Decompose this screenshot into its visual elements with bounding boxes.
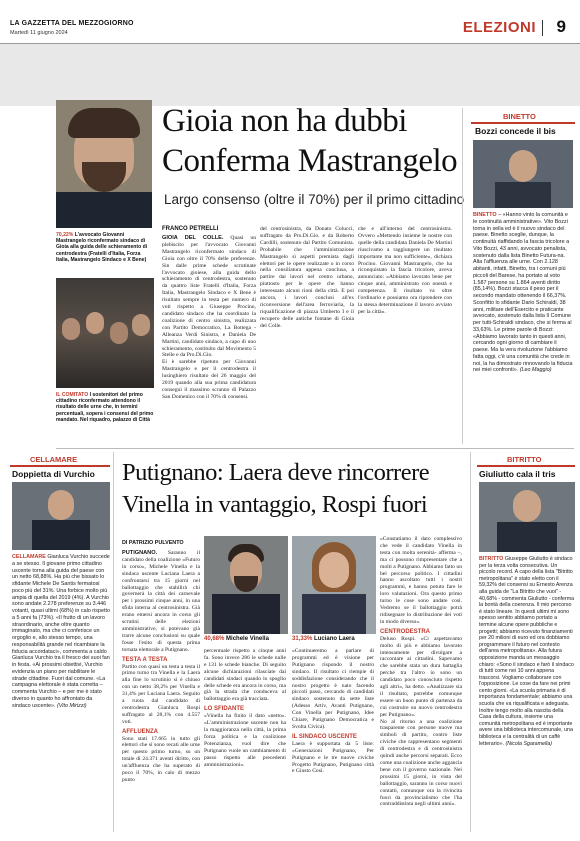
- putignano-dateline: PUTIGNANO.: [122, 550, 158, 556]
- putignano-byline: DI PATRIZIO PULVENTO: [122, 540, 184, 546]
- vinella-photo: [204, 536, 288, 634]
- bitritto-title: Giuliutto cala il tris: [479, 469, 556, 479]
- gioia-main-photo: [56, 100, 152, 228]
- gioia-headline-2: Conferma Mastrangelo: [162, 143, 458, 179]
- cellamare-rule: [10, 465, 110, 467]
- putignano-sub-sindaco: IL SINDACO USCENTE: [292, 733, 357, 740]
- putignano-column-5: No al ritorno a una coalizione trasparente con persone nuove ma simboli di partito, contro liste civiche che rappresentano segmenti di centrodestra e di centrosinistra quindi anche percorsi separati. Ecco come una coalizione anche aggancia bene con il governo nazionale. Nei prossimi 15 giorni, in vista del ballottaggio, saranno in corso nuovi contatti, comunque ora la rivincita fuori da provincialismo che l'ha contraddistinta negli ultimi anni».: [380, 718, 462, 808]
- putignano-column-4: «Constatiamo il dato complessivo che vede il candidato Vinella in testa con molta serenità- afferma –, ma ci possono rimpresentare che a molti a Putignano. Abbiamo fatto un bel percorso politico. I cittadini hanno ascoltato tutti i nostri programmi, e hanno potuto fare le loro valutazioni. Ora questo primo turno le cose sono andate così. Vedremo se il ballottaggio potrà ridisegnare lo distribuzione dei voti in modo diverso». CENTRODESTRA Deluso Rospi. «Ci aspettavamo molto di più e abbiamo lavorato intensamente per divulgare a raccontare ai cittadini. Sapevamo che sarebbe stata un dura battaglia perché tra l'altro io sono un candidato poco conosciuto rispetto agli altri», ha detto. «Analizzare sia il risultato, potrebbe comunque essere un buon punto di partenza da cui costruire un nuovo centrodestra per Putignano». No al ritorno a una coalizione trasparente con persone nuove ma simboli di partito, contro liste civiche che rappresentano segmenti di centrodestra e di centrosinistra quindi anche percorsi separati. Ecco come una coalizione anche aggancia bene con il governo nazionale. Nei prossimi 15 giorni, in vista del ballottaggio, saranno in corso nuovi contatti, comunque ora la rivincita fuori da provincialismo che l'ha contraddistinta negli ultimi anni».: [380, 536, 462, 808]
- binetto-dateline: BINETTO: [473, 212, 497, 218]
- cellamare-photo: [12, 482, 110, 550]
- putignano-sub-affluenza: AFFLUENZA: [122, 728, 158, 735]
- vinella-percent: 40,68%: [204, 636, 225, 642]
- section-divider: [542, 20, 543, 36]
- gioia-photo2-caption: [56, 392, 154, 423]
- newspaper-name: LA GAZZETTA DEL MEZZOGIORNO: [10, 20, 134, 27]
- bitritto-photo: [479, 482, 575, 552]
- gioia-byline: FRANCO PETRELLI: [162, 226, 219, 232]
- cellamare-dateline: CELLAMARE: [12, 554, 46, 560]
- page-number: 9: [556, 17, 566, 36]
- binetto-text: BINETTO – «Hanno vinto la comunità e le continuità amministrative». Vito Bozzi torna in sella ed è il nuovo sindaco del paese. Binetto sceglie, dunque, la continuità riaffidando la fascia tricolore a Vito Bozzi, 43 anni, avvocato penalista, sostenuto dalla lista Binetto Futura-na. Alta l'affluenza alle urne. Con 2.128 abitanti, infatti, Binetto, tra i comuni più piccoli del Barese, ha portato al voto 1.587 persone su 1.864 aventi diritto (85,14%). Bozzi stacca il peso per il secondo mandato ottenendo il 66,37%. Sconfitto lo sfidante Dario Schiraldi, 38 anni, militare dell'Esercito e praticante avvocato, sostenuto dalla lista Il Comune per tutti-Schiraldi sindaco, che si ferma al 33,63%. Le prime parole di Bozzi: «Abbiamo lavorato tanto in questi anni, cercando ogni giorno di cambiare il paese. Ma la vera rivoluzione l'abbiamo fatta oggi, c'è una comunità che crede in noi, la ha dimostrato rinnovando la fiducia nei miei confronti». (Leo Maggio): [473, 212, 573, 374]
- binetto-title: Bozzi concede il bis: [475, 126, 556, 136]
- putignano-headline-1: Putignano: Laera deve rincorrere: [122, 459, 430, 486]
- header-band: [0, 44, 580, 106]
- cellamare-box: [10, 452, 114, 832]
- laera-name: Luciano Laera: [314, 636, 355, 642]
- binetto-rule: [471, 122, 575, 124]
- issue-date: Martedì 11 giugno 2024: [10, 30, 68, 36]
- bitritto-tag: BITRITTO: [507, 455, 542, 464]
- binetto-box: [462, 108, 574, 444]
- bitritto-text: BITRITTO Giuseppe Giuliutto è sindaco per la terza volta consecutiva. Un piccolo record. A capo della lista "Bitritto metropolitana" è stato eletto con il 59,32% dei consensi su Ernesto Arenza alla guida de "La Bitritto che vuoi" - 40,68% - commenta Giuliutto - conferma la bontà della coerenza. Il mio percorso è stato lineare. In questi ultimi mi sono spesso sentito abbiamo portato a termine alcune opere pubbliche e progetti; abbiamo ricevuto finanziamenti per 20 milioni di euro ed ora dobbiamo programmare il futuro nel contesto dell'area metropolitana». Alla futura opposizione manda un messaggio chiaro: «Sono il sindaco e farò il sindaco di tutti come nei 10 anni appena trascorsi. Vogliamo collaborare con l'opposizione. Le cose da fare nei primi cento giorni. «La scuola primaria è di importanza fondamentale; abbiamo una scuola che va riqualificata e adeguata. Inoltre tengo molto alla nascita della Casa della cultura, insieme una comunità metropolitana ed è importante avere una biblioteca intercomunale, una biblioteca e la centralità di un caffè letterario». (Nicola Sgaramella): [479, 556, 575, 747]
- bitritto-signature: (Nicola Sgaramella): [505, 740, 553, 747]
- vinella-name: Michele Vinella: [226, 636, 269, 642]
- vinella-caption: [204, 636, 269, 642]
- cellamare-tag: CELLAMARE: [30, 455, 78, 464]
- putignano-column-3: «Continueremo a parlare di programmi ed è visione per Putignano rispondo il nostro sindaco. Il risultato ci riempie di soddisfazione considerando che il nostro progetto è nato facendo piccoli passi, cercando di candidati sindaco sostenuto da sette liste (Adesso Artiv, Avanti Putignano, Con Vinella per Putignano, Idee Chiare, Putignano Democratica e Svolta Civica). IL SINDACO USCENTE Laera è supportata da 5 liste: «Generazioni Putignano, Per Putignano e le tre nuove civiche Progetto Putignano, Putignano città e Giusto Così.: [292, 648, 374, 775]
- gioia-headline-1: Gioia non ha dubbi: [162, 103, 407, 139]
- gioia-subtitle: Largo consenso (oltre il 70%) per il primo cittadino: [164, 192, 465, 207]
- cellamare-text: CELLAMARE Gianluca Vurchio succede a se stesso. Il giovane primo cittadino uscente torna alla guida del paese con un netto 68,88%. Ha più che bissato lo sfidante Michele De Santis fermatosi poco più del 31%. Una forbice molto più ampia di quella del 2019 (4%). A Vurchio sono andate 2.278 preferenze su 3.446 votanti, quasi ultimi (68%) in calo rispetto a 5 anni fa (73%). «Il frutto di un lavoro straordinario, anche oltre quanto immaginato, ma che ci conferisce un orgoglio e, allo stesso tempo, una responsabilità grande nel ricambiare la fiducia accordataci», commenta a caldo Gianluca Vurchio tra il fresco dei suoi fan in festa. «Ai prossimi obiettivi, Vurchio evidenzia un piano per riabilitare le strade cittadine. Fuori dal comune. «La campagna elettorale è stata corretta – commenta Vurchio – e per me è stato diverso in quanto ho affrontato da sindaco uscente». (Vito Mirizzi): [12, 554, 110, 709]
- gioia-crowd-photo: [56, 278, 154, 388]
- gioia-photo1-percent: 70,22%: [56, 232, 74, 238]
- putignano-sub-testa: TESTA A TESTA: [122, 656, 168, 663]
- putignano-headline-2: Vinella in vantaggio, Rospi fuori: [122, 491, 428, 518]
- laera-photo: [292, 536, 376, 634]
- gioia-dateline: GIOIA DEL COLLE.: [162, 235, 224, 241]
- section-label: ELEZIONI: [462, 19, 536, 36]
- putignano-column-1: PUTIGNANO. Saranno il candidato della coalizione «Futuro in corso», Michele Vinella e la sindaca uscente Luciana Laera a confrontarsi tra 15 giorni nel ballottaggio che stabilirà chi governerà la città dei carnevale per i prossimi cinque anni, in una sfida interna al centrosinistra. Già erano emersi ancora in corso gli scrutini delle elezioni amministrative, si potevano già trarre alcune conclusioni su quale fosse l'esito di questa prima tornata elettorale a Putignano. TESTA A TESTA Partito con quasi un testa a testa il primo turno tra Vinella e la Laera alla fine lo scrutinio si è chiuso con un netto 38,2% per Vinella e 31,4% per Luciana Laera. Seguito a ruota dal candidato di centrodestra Gianluca Rospi suffragato al 28,1% con 4.557 voti. AFFLUENZA Sono stati 17.665 in tutto gli elettori che si sono recati alle urne per questo primo turno, su un totale di 24.371 aventi diritto, con un'affluenza che ha superato di poco il 70%, in calo di mezzo punto: [122, 550, 200, 783]
- cellamare-signature: (Vito Mirizzi): [56, 702, 87, 709]
- putignano-column-2: percentuale rispetto a cinque anni fa. Sono invece 286 le schede nulle e 131 le schede bianche. Di seguito alcune dichiarazioni rilasciate dai candidati sindaci quando lo spoglio delle schede era ancora in corso, ma già la strada che conduceva al ballottaggio era già tracciata. LO SFIDANTE «Vinella ha finito il dato «netto». «L'amministrazione uscente non ha la maggioranza nella città, la prima forza politica e la coalizione Potenzianza, vuol dire che Putignano vuole un cambiamento di passo rispetto alle precedenti amministrazioni».: [204, 648, 286, 768]
- gioia-column-3: che e all'interno del centrosinistra. Ovvero «Mettendo insieme le nostre con quelle della candidata Daniela De Martini riuscivamo a raggiungere un risultato importante ma non sufficiente», dichiara Procino. Giovanni Mastrangelo, che ha riconquistato la fascia tricolore, aveva annunciato: «Abbiamo lavorato bene per cinque anni, amministrato con onestà e competenza. Il risultato va oltre l'ordinario e possiamo ora riprendere con la stessa determinazione il lavoro avviato per la città».: [358, 226, 452, 315]
- binetto-photo: [473, 140, 573, 208]
- bitritto-rule: [477, 465, 575, 467]
- gioia-photo2-caption-text: I sostenitori del primo cittadino riconfermato attendono il risultato delle urne che, in termini percentuali, sopera i consensi del primo mandato. Nel riquadro, palazzo di Città: [56, 392, 154, 423]
- cellamare-title: Doppietta di Vurchio: [12, 469, 95, 479]
- gioia-photo1-caption: [56, 232, 154, 263]
- putignano-sub-sfidante: LO SFIDANTE: [204, 706, 244, 713]
- gioia-column-2: del centrosinistra, da Donato Colucci, suffragato da Pro.Di.Gio. e da Roberto Cardilli, sostenuto dal Partito Comunista. Probabile che l'amministrazione Mastrangelo si aspetti premiata dagli elettori per le opere realizzate o in corso nella consiliatura appena conclusa, a partire dai lavori nel centro urbano, piuttosto per le opere che hanno interessato alcuni rioni della città. E poi ancora, i lavori conclusi all'ex riconversione dell'area ferroviaria, la riqualificazione di piazza Umberto I e il recupero delle antiche fontane di Gioia del Colle.: [260, 226, 354, 329]
- binetto-tag: BINETTO: [503, 112, 536, 121]
- bitritto-dateline: BITRITTO: [479, 556, 504, 562]
- laera-caption: [292, 636, 355, 642]
- gioia-column-1: GIOIA DEL COLLE. Quasi un plebiscito per l'avvocato Giovanni Mastrangelo riconfermato sindaco di Gioia con oltre il 70% delle preferenze. Sin dalle prime schede scrutinate l'avvocato gioiese, alla guida dello schieramento di centrodestra, sostenuto da quattro liste Fratelli d'Italia, Forza Italia, Mastrangelo Sindaco e X Bene è risultato sempre in testa per numero di voti rispetto a Giuseppe Procino, candidato sindaco che ha coordinato la coalizione di centro sinistra, realizzata con Partito Democratico, La Bottega - Alleanza Verdi Sinistra, e Daniela De Martini, candidato sindaco, a capo di uno schieramento, costituito dal Movimento 5 Stelle e da Pro.Di.Gio. Ei è sarebbe ripetuto per Giovanni Mastrangelo e per il centrodestra il lusinghiero risultato del 26 maggio del 2019 quando alla sua prima candidatura conseguì il massimo scranno di Palazzo San Domenico con il 70% di consensi.: [162, 235, 256, 400]
- gioia-photo1-caption-text: L'avvocato Giovanni Mastrangelo riconfermato sindaco di Gioia alla guida delle schieramento di centrodestra (Fratelli d'Italia, Forza Italia, Mastrangelo Sindaco e X Bene): [56, 232, 148, 263]
- putignano-sub-centrodestra: CENTRODESTRA: [380, 628, 431, 635]
- binetto-signature: (Leo Maggio): [519, 367, 552, 374]
- masthead: [0, 0, 580, 44]
- laera-percent: 31,33%: [292, 636, 313, 642]
- section-divider-top: [56, 448, 574, 449]
- bitritto-box: [470, 452, 574, 832]
- gioia-photo2-tag: IL COMITATO: [56, 392, 89, 398]
